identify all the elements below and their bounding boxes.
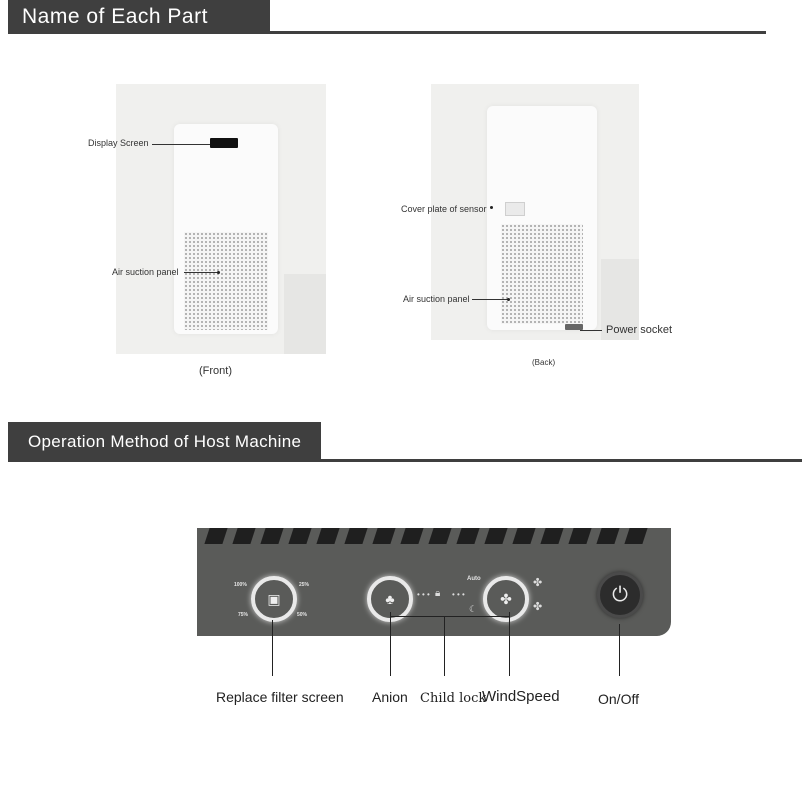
callout-line [509, 612, 510, 676]
section-title-operation: Operation Method of Host Machine [8, 422, 321, 462]
moon-icon: ☾ [469, 604, 478, 614]
callout-line [444, 616, 445, 676]
leader-line [472, 299, 508, 300]
callout-line [390, 612, 391, 676]
vent-slot [260, 528, 283, 544]
vent-slot [232, 528, 255, 544]
control-panel-photo [197, 528, 671, 636]
power-socket-label: Power socket [606, 324, 673, 336]
air-suction-grille [184, 232, 268, 330]
vent-slot [568, 528, 591, 544]
callout-line [272, 620, 273, 676]
callout-line [619, 624, 620, 676]
air-suction-grille [501, 224, 583, 324]
indicator-dots: • • • [452, 590, 465, 599]
leader-dot [507, 298, 510, 301]
vent-slot [372, 528, 395, 544]
vent-slot [204, 528, 227, 544]
pct-50-label: 50% [297, 612, 308, 618]
on-off-label: On/Off [598, 691, 639, 707]
display-screen-label: Display Screen [88, 138, 149, 148]
vent-slot [624, 528, 647, 544]
vent-slot [484, 528, 507, 544]
child-lock-label: Child lock [420, 691, 487, 706]
leader-line [580, 330, 602, 331]
front-view-photo [116, 84, 326, 354]
vent-slot [400, 528, 423, 544]
vent-slot [428, 528, 451, 544]
pct-25-label: 25% [299, 582, 310, 588]
vent-slot [596, 528, 619, 544]
section-divider [321, 459, 802, 462]
pct-100-label: 100% [234, 582, 247, 588]
power-button[interactable] [597, 572, 643, 618]
fan-icon: ✤ [533, 601, 543, 613]
section-divider [270, 31, 766, 34]
leader-line [184, 272, 218, 273]
vent-slot [288, 528, 311, 544]
purifier-body [487, 106, 597, 330]
lock-icon: 🔒︎ [435, 588, 441, 599]
fan-icon: ✤ [500, 590, 512, 607]
auto-label: Auto [467, 576, 481, 582]
replace-filter-label: Replace filter screen [216, 689, 344, 705]
pct-75-label: 75% [238, 612, 249, 618]
fan-icon: ✤ [533, 577, 543, 589]
indicator-dots: • • • [417, 590, 430, 599]
vent-slot [456, 528, 479, 544]
vent-slot [316, 528, 339, 544]
vent-slot [512, 528, 535, 544]
purifier-body [174, 124, 278, 334]
display-screen [210, 138, 238, 148]
tree-icon: ♣ [385, 591, 395, 607]
power-icon: ⏻ [612, 583, 628, 606]
leader-dot [217, 271, 220, 274]
back-view-label: (Back) [532, 358, 556, 367]
windspeed-label: WindSpeed [482, 688, 560, 705]
filter-icon: ▣ [267, 590, 281, 607]
front-view-label: (Front) [199, 365, 232, 377]
replace-filter-button[interactable] [251, 576, 297, 622]
sensor-cover-plate [505, 202, 525, 216]
vent-slot [344, 528, 367, 544]
section-title-parts: Name of Each Part [8, 0, 270, 34]
background-shelf [284, 274, 326, 354]
vent-slot [540, 528, 563, 544]
back-air-suction-label: Air suction panel [403, 294, 470, 304]
leader-line [152, 144, 210, 145]
leader-dot [490, 206, 493, 209]
callout-line [390, 616, 510, 617]
front-air-suction-label: Air suction panel [112, 267, 179, 277]
sensor-cover-label: Cover plate of sensor [401, 204, 487, 214]
anion-label: Anion [372, 689, 408, 705]
